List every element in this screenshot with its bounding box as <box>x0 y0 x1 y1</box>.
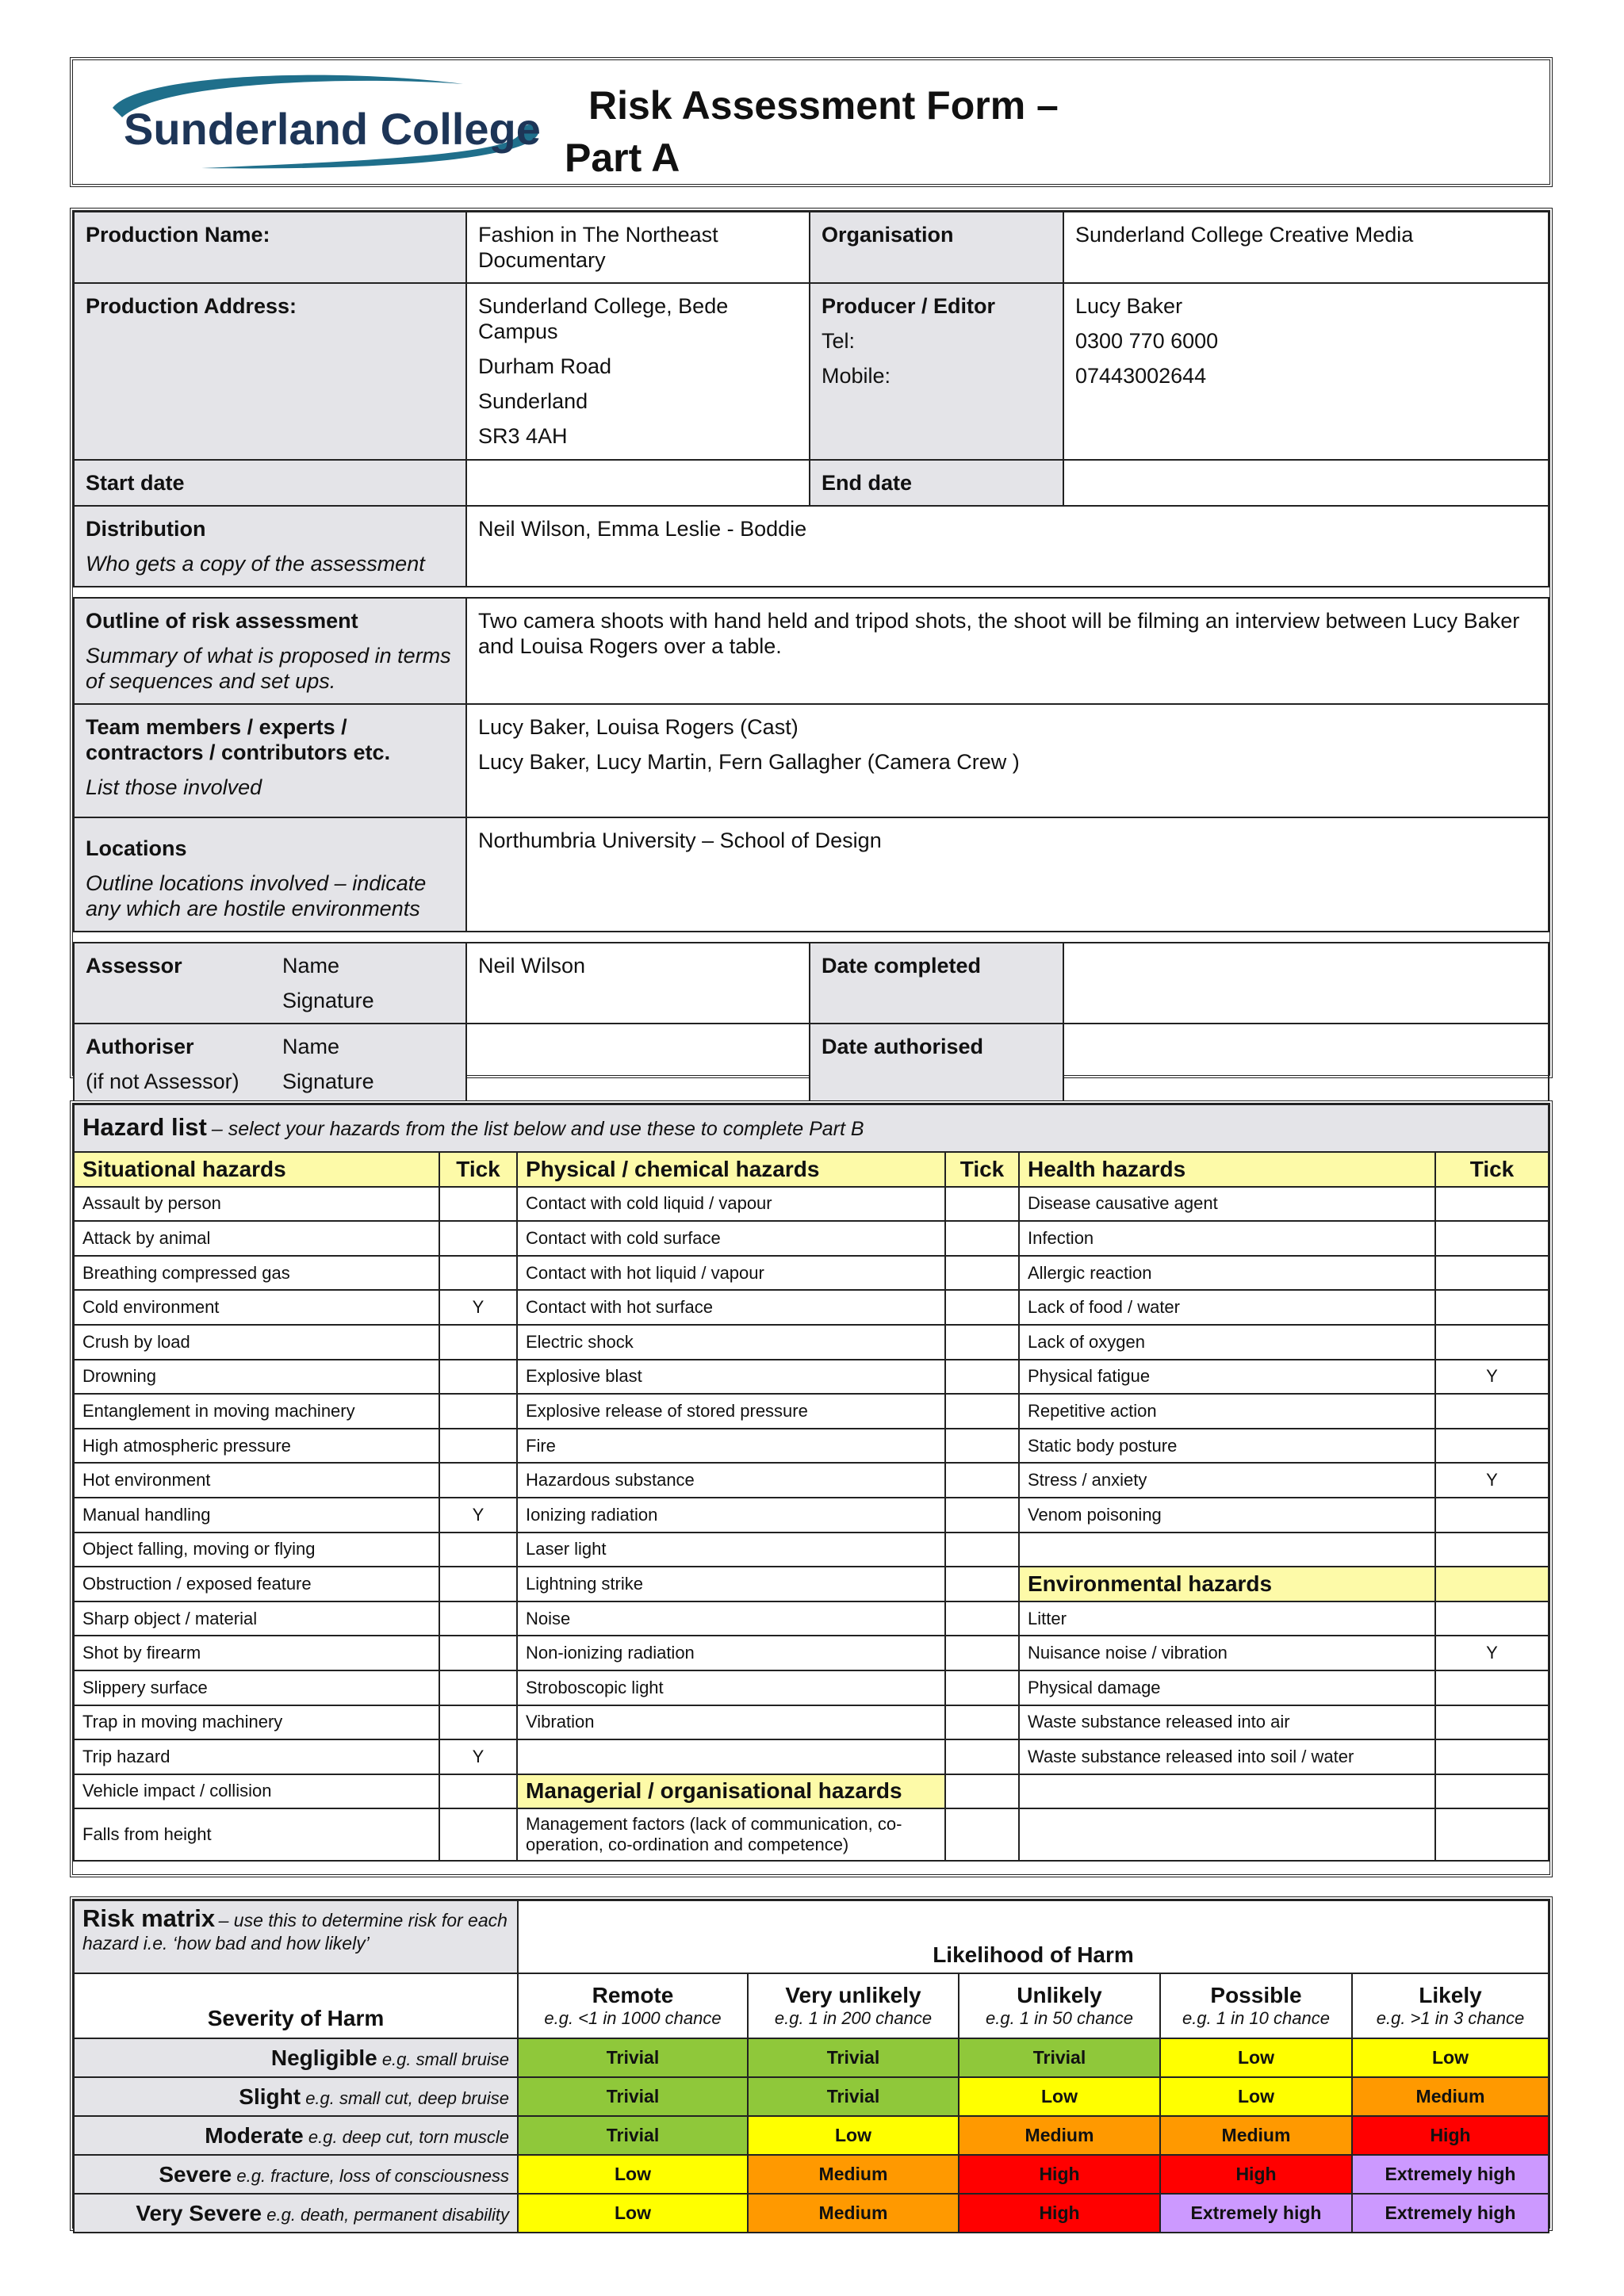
severity-row-label <box>74 2116 518 2155</box>
risk-level-cell: Low <box>1160 2077 1352 2116</box>
distribution-label: Distribution <box>86 517 206 541</box>
page-title <box>565 79 1059 184</box>
health-tick-cell[interactable] <box>1435 1325 1549 1360</box>
likelihood-name: Possible <box>1210 1983 1302 2007</box>
physical-hazard-item: Contact with cold surface <box>517 1221 945 1256</box>
assessor-label-cell <box>74 943 466 1024</box>
severity-row-label <box>74 2038 518 2077</box>
health-tick-cell[interactable]: Y <box>1435 1463 1549 1498</box>
risk-matrix-title: Risk matrix <box>82 1904 216 1932</box>
health-hazard-item: Venom poisoning <box>1019 1498 1435 1533</box>
situational-hazards-header: Situational hazards <box>74 1152 439 1187</box>
physical-tick-cell[interactable] <box>945 1498 1019 1533</box>
hazard-row <box>74 1705 1549 1740</box>
hazard-row <box>74 1394 1549 1429</box>
tick-header: Tick <box>439 1152 517 1187</box>
likelihood-column-header <box>748 1973 959 2038</box>
health-tick-cell[interactable] <box>1435 1533 1549 1567</box>
likelihood-example: e.g. >1 in 3 chance <box>1376 2008 1525 2028</box>
situational-tick-cell[interactable] <box>439 1636 517 1670</box>
health-hazard-item: Repetitive action <box>1019 1394 1435 1429</box>
risk-level-cell: Medium <box>748 2155 959 2194</box>
address-value[interactable] <box>466 283 810 460</box>
risk-level-cell: Trivial <box>518 2077 748 2116</box>
risk-matrix-row <box>74 2194 1549 2233</box>
end-date-label: End date <box>810 460 1063 506</box>
likelihood-name: Unlikely <box>1017 1983 1102 2007</box>
physical-tick-cell[interactable] <box>945 1463 1019 1498</box>
physical-tick-cell[interactable] <box>945 1601 1019 1636</box>
health-hazard-item: Allergic reaction <box>1019 1256 1435 1291</box>
physical-hazard-item: Hazardous substance <box>517 1463 945 1498</box>
health-hazard-item: Disease causative agent <box>1019 1187 1435 1222</box>
likelihood-example: e.g. 1 in 200 chance <box>774 2008 933 2028</box>
outline-label-cell <box>74 598 466 704</box>
situational-tick-cell[interactable] <box>439 1463 517 1498</box>
physical-hazard-item: Laser light <box>517 1533 945 1567</box>
physical-tick-cell[interactable] <box>945 1705 1019 1740</box>
health-tick-cell[interactable] <box>1435 1601 1549 1636</box>
risk-level-cell: High <box>959 2194 1160 2233</box>
situational-tick-cell[interactable] <box>439 1601 517 1636</box>
situational-hazard-item: Slippery surface <box>74 1670 439 1705</box>
distribution-value[interactable]: Neil Wilson, Emma Leslie - Boddie <box>466 506 1549 587</box>
mobile-value: 07443002644 <box>1075 364 1207 388</box>
hazard-row <box>74 1221 1549 1256</box>
sunderland-college-logo <box>90 67 606 178</box>
team-line: Lucy Baker, Louisa Rogers (Cast) <box>478 715 799 739</box>
situational-tick-cell[interactable] <box>439 1221 517 1256</box>
health-tick-cell[interactable] <box>1435 1221 1549 1256</box>
physical-tick-cell[interactable] <box>945 1429 1019 1464</box>
risk-matrix <box>70 1896 1553 2231</box>
physical-hazard-item: Electric shock <box>517 1325 945 1360</box>
situational-hazard-item: Object falling, moving or flying <box>74 1533 439 1567</box>
team-line: Lucy Baker, Lucy Martin, Fern Gallagher (Camera Crew ) <box>478 750 1020 774</box>
date-completed-label: Date completed <box>810 943 1063 1024</box>
severity-example: e.g. deep cut, torn muscle <box>308 2126 509 2147</box>
risk-level-cell: Medium <box>1160 2116 1352 2155</box>
physical-hazard-item: Contact with hot liquid / vapour <box>517 1256 945 1291</box>
health-hazard-item: Lack of oxygen <box>1019 1325 1435 1360</box>
situational-tick-cell[interactable] <box>439 1429 517 1464</box>
hazard-row <box>74 1739 1549 1774</box>
hazard-row <box>74 1325 1549 1360</box>
risk-level-cell: Trivial <box>748 2038 959 2077</box>
organisation-label: Organisation <box>810 212 1063 283</box>
situational-hazard-item: Sharp object / material <box>74 1601 439 1636</box>
physical-tick-cell[interactable] <box>945 1808 1019 1861</box>
hazard-row <box>74 1567 1549 1601</box>
severity-row-label <box>74 2194 518 2233</box>
address-line: SR3 4AH <box>478 424 568 448</box>
organisation-value[interactable]: Sunderland College Creative Media <box>1063 212 1549 283</box>
hazard-row <box>74 1670 1549 1705</box>
physical-hazard-item: Explosive blast <box>517 1360 945 1395</box>
risk-level-cell: Low <box>518 2155 748 2194</box>
team-label-cell <box>74 704 466 817</box>
health-hazard-item: Nuisance noise / vibration <box>1019 1636 1435 1670</box>
severity-row-label <box>74 2077 518 2116</box>
locations-label-cell <box>74 817 466 932</box>
hazard-row <box>74 1429 1549 1464</box>
tel-label: Tel: <box>822 329 856 353</box>
situational-hazard-item: Manual handling <box>74 1498 439 1533</box>
form-header <box>70 57 1553 187</box>
health-tick-cell[interactable] <box>1435 1567 1549 1601</box>
severity-name: Severe <box>159 2161 232 2187</box>
hazard-row <box>74 1463 1549 1498</box>
risk-matrix-subtitle: – use this to determine risk for each hazard i.e. ‘how bad and how likely’ <box>82 1910 508 1954</box>
severity-name: Slight <box>239 2084 301 2109</box>
health-tick-cell[interactable] <box>1435 1739 1549 1774</box>
managerial-hazards-header: Managerial / organisational hazards <box>517 1774 945 1809</box>
health-hazards-header: Health hazards <box>1019 1152 1435 1187</box>
likelihood-example: e.g. <1 in 1000 chance <box>544 2008 722 2028</box>
health-tick-cell[interactable] <box>1435 1290 1549 1325</box>
address-line: Durham Road <box>478 354 612 378</box>
risk-level-cell: Medium <box>1352 2077 1549 2116</box>
situational-hazard-item: High atmospheric pressure <box>74 1429 439 1464</box>
hazard-list-title: Hazard list <box>82 1112 207 1141</box>
likelihood-name: Remote <box>592 1983 674 2007</box>
severity-name: Very Severe <box>136 2200 262 2225</box>
risk-level-cell: High <box>1160 2155 1352 2194</box>
physical-tick-cell[interactable] <box>945 1394 1019 1429</box>
risk-level-cell: Extremely high <box>1160 2194 1352 2233</box>
physical-tick-cell[interactable] <box>945 1567 1019 1601</box>
end-date-value[interactable] <box>1063 460 1549 506</box>
situational-hazard-item: Crush by load <box>74 1325 439 1360</box>
locations-label: Locations <box>86 836 187 860</box>
authoriser-label: Authoriser <box>86 1035 194 1058</box>
health-hazard-item: Lack of food / water <box>1019 1290 1435 1325</box>
risk-matrix-row <box>74 2038 1549 2077</box>
distribution-label-cell <box>74 506 466 587</box>
signature-label: Signature <box>282 1070 374 1093</box>
environmental-hazards-header: Environmental hazards <box>1019 1567 1435 1601</box>
risk-level-cell: Medium <box>748 2194 959 2233</box>
logo-text: Sunderland College <box>124 104 541 154</box>
health-hazard-item: Infection <box>1019 1221 1435 1256</box>
start-date-label: Start date <box>74 460 466 506</box>
health-tick-cell[interactable]: Y <box>1435 1636 1549 1670</box>
risk-level-cell: Low <box>1160 2038 1352 2077</box>
health-hazard-item: Physical damage <box>1019 1670 1435 1705</box>
situational-tick-cell[interactable] <box>439 1394 517 1429</box>
situational-tick-cell[interactable] <box>439 1325 517 1360</box>
physical-hazard-item: Ionizing radiation <box>517 1498 945 1533</box>
physical-tick-cell[interactable] <box>945 1739 1019 1774</box>
likelihood-example: e.g. 1 in 50 chance <box>986 2008 1133 2028</box>
outline-hint: Summary of what is proposed in terms of sequences and set ups. <box>86 644 451 693</box>
likelihood-column-header <box>518 1973 748 2038</box>
health-tick-cell[interactable]: Y <box>1435 1360 1549 1395</box>
hazard-row <box>74 1498 1549 1533</box>
situational-hazard-item: Cold environment <box>74 1290 439 1325</box>
severity-name: Negligible <box>270 2045 377 2070</box>
address-label: Production Address: <box>74 283 466 460</box>
authoriser-note: (if not Assessor) <box>86 1070 239 1093</box>
producer-name: Lucy Baker <box>1075 294 1183 318</box>
physical-tick-cell[interactable] <box>945 1187 1019 1222</box>
production-name-value[interactable]: Fashion in The Northeast Documentary <box>466 212 810 283</box>
situational-hazard-item: Drowning <box>74 1360 439 1395</box>
risk-level-cell: Trivial <box>518 2116 748 2155</box>
physical-tick-cell[interactable] <box>945 1774 1019 1809</box>
physical-hazard-item: Noise <box>517 1601 945 1636</box>
likelihood-column-header <box>959 1973 1160 2038</box>
outline-label: Outline of risk assessment <box>86 609 358 633</box>
situational-hazard-item: Shot by firearm <box>74 1636 439 1670</box>
situational-hazard-item: Trip hazard <box>74 1739 439 1774</box>
health-tick-cell[interactable] <box>1435 1498 1549 1533</box>
physical-hazard-item: Stroboscopic light <box>517 1670 945 1705</box>
risk-level-cell: Extremely high <box>1352 2194 1549 2233</box>
risk-level-cell: Trivial <box>959 2038 1160 2077</box>
tick-header: Tick <box>945 1152 1019 1187</box>
situational-tick-cell[interactable] <box>439 1705 517 1740</box>
locations-hint: Outline locations involved – indicate any which are hostile environments <box>86 871 427 920</box>
severity-name: Moderate <box>205 2122 304 2148</box>
hazard-row <box>74 1290 1549 1325</box>
assessor-label: Assessor <box>86 954 182 978</box>
severity-header: Severity of Harm <box>74 1973 518 2038</box>
physical-tick-cell[interactable] <box>945 1325 1019 1360</box>
health-hazard-item <box>1019 1533 1435 1567</box>
physical-hazard-item: Contact with cold liquid / vapour <box>517 1187 945 1222</box>
hazard-row <box>74 1360 1549 1395</box>
hazard-row <box>74 1808 1549 1861</box>
physical-hazards-header: Physical / chemical hazards <box>517 1152 945 1187</box>
health-hazard-item: Litter <box>1019 1601 1435 1636</box>
situational-hazard-item: Trap in moving machinery <box>74 1705 439 1740</box>
physical-hazard-item: Fire <box>517 1429 945 1464</box>
situational-hazard-item: Vehicle impact / collision <box>74 1774 439 1809</box>
situational-tick-cell[interactable] <box>439 1567 517 1601</box>
signature-label: Signature <box>282 989 374 1012</box>
situational-tick-cell[interactable] <box>439 1187 517 1222</box>
health-hazard-item <box>1019 1808 1435 1861</box>
health-tick-cell[interactable] <box>1435 1808 1549 1861</box>
severity-example: e.g. death, permanent disability <box>266 2204 509 2225</box>
physical-tick-cell[interactable] <box>945 1636 1019 1670</box>
health-tick-cell[interactable] <box>1435 1670 1549 1705</box>
health-hazard-item <box>1019 1774 1435 1809</box>
risk-level-cell: Trivial <box>518 2038 748 2077</box>
health-hazard-item: Physical fatigue <box>1019 1360 1435 1395</box>
health-tick-cell[interactable] <box>1435 1705 1549 1740</box>
physical-tick-cell[interactable] <box>945 1256 1019 1291</box>
risk-level-cell: High <box>1352 2116 1549 2155</box>
physical-tick-cell[interactable] <box>945 1533 1019 1567</box>
physical-hazard-item: Lightning strike <box>517 1567 945 1601</box>
situational-tick-cell[interactable] <box>439 1774 517 1809</box>
health-tick-cell[interactable] <box>1435 1256 1549 1291</box>
risk-level-cell: High <box>959 2155 1160 2194</box>
production-details <box>70 208 1553 1093</box>
risk-level-cell: Trivial <box>748 2077 959 2116</box>
likelihood-name: Very unlikely <box>785 1983 921 2007</box>
situational-tick-cell[interactable] <box>439 1360 517 1395</box>
locations-value[interactable]: Northumbria University – School of Design <box>466 817 1549 932</box>
situational-hazard-item: Hot environment <box>74 1463 439 1498</box>
physical-tick-cell[interactable] <box>945 1360 1019 1395</box>
risk-level-cell: Low <box>518 2194 748 2233</box>
hazard-row <box>74 1774 1549 1809</box>
hazard-list <box>70 1100 1553 1877</box>
physical-hazard-item <box>517 1739 945 1774</box>
producer-labels <box>810 283 1063 460</box>
severity-example: e.g. small cut, deep bruise <box>305 2087 509 2108</box>
situational-tick-cell[interactable] <box>439 1256 517 1291</box>
hazard-row <box>74 1187 1549 1222</box>
situational-hazard-item: Entanglement in moving machinery <box>74 1394 439 1429</box>
team-label: Team members / experts / contractors / contributors etc. <box>86 715 391 764</box>
risk-matrix-row <box>74 2077 1549 2116</box>
hazard-row <box>74 1256 1549 1291</box>
health-tick-cell[interactable] <box>1435 1187 1549 1222</box>
situational-hazard-item: Falls from height <box>74 1808 439 1861</box>
situational-tick-cell[interactable]: Y <box>439 1498 517 1533</box>
physical-hazard-item: Contact with hot surface <box>517 1290 945 1325</box>
physical-tick-cell[interactable] <box>945 1670 1019 1705</box>
hazard-row <box>74 1533 1549 1567</box>
name-label: Name <box>282 954 340 978</box>
likelihood-column-header <box>1160 1973 1352 2038</box>
situational-hazard-item: Obstruction / exposed feature <box>74 1567 439 1601</box>
severity-example: e.g. small bruise <box>381 2049 509 2069</box>
authoriser-label-cell <box>74 1024 466 1104</box>
hazard-list-title-row <box>74 1104 1549 1152</box>
team-hint: List those involved <box>86 775 262 799</box>
hazard-list-subtitle: – select your hazards from the list below and use these to complete Part B <box>211 1117 864 1140</box>
outline-value[interactable]: Two camera shoots with hand held and tripod shots, the shoot will be filming an interview between Lucy Baker and Louisa Rogers over a table. <box>466 598 1549 704</box>
health-tick-cell[interactable] <box>1435 1394 1549 1429</box>
risk-level-cell: Medium <box>959 2116 1160 2155</box>
health-hazard-item: Waste substance released into air <box>1019 1705 1435 1740</box>
situational-tick-cell[interactable]: Y <box>439 1290 517 1325</box>
producer-label: Producer / Editor <box>822 294 996 318</box>
health-hazard-item: Stress / anxiety <box>1019 1463 1435 1498</box>
situational-tick-cell[interactable] <box>439 1533 517 1567</box>
date-authorised-label: Date authorised <box>810 1024 1063 1104</box>
likelihood-example: e.g. 1 in 10 chance <box>1182 2008 1330 2028</box>
producer-values[interactable] <box>1063 283 1549 460</box>
likelihood-column-header <box>1352 1973 1549 2038</box>
risk-matrix-row <box>74 2155 1549 2194</box>
health-hazard-item: Static body posture <box>1019 1429 1435 1464</box>
team-value[interactable] <box>466 704 1549 817</box>
situational-hazard-item: Assault by person <box>74 1187 439 1222</box>
risk-level-cell: Low <box>959 2077 1160 2116</box>
mobile-label: Mobile: <box>822 364 891 388</box>
hazard-row <box>74 1636 1549 1670</box>
title-line-2: Part A <box>565 136 680 180</box>
production-name-label: Production Name: <box>74 212 466 283</box>
risk-matrix-row <box>74 2116 1549 2155</box>
risk-level-cell: Low <box>748 2116 959 2155</box>
situational-hazard-item: Breathing compressed gas <box>74 1256 439 1291</box>
likelihood-name: Likely <box>1419 1983 1482 2007</box>
title-line-1: Risk Assessment Form – <box>588 83 1059 128</box>
physical-hazard-item: Explosive release of stored pressure <box>517 1394 945 1429</box>
physical-hazard-item: Vibration <box>517 1705 945 1740</box>
health-hazard-item: Waste substance released into soil / water <box>1019 1739 1435 1774</box>
physical-hazard-item: Management factors (lack of communication, co-operation, co-ordination and competence) <box>517 1808 945 1861</box>
authoriser-name-value[interactable] <box>466 1024 810 1104</box>
assessor-name-value[interactable]: Neil Wilson <box>466 943 810 1024</box>
distribution-hint: Who gets a copy of the assessment <box>86 552 425 576</box>
health-tick-cell[interactable] <box>1435 1429 1549 1464</box>
physical-tick-cell[interactable] <box>945 1290 1019 1325</box>
situational-hazard-item: Attack by animal <box>74 1221 439 1256</box>
start-date-value[interactable] <box>466 460 810 506</box>
situational-tick-cell[interactable]: Y <box>439 1739 517 1774</box>
risk-level-cell: Low <box>1352 2038 1549 2077</box>
situational-tick-cell[interactable] <box>439 1808 517 1861</box>
date-authorised-value[interactable] <box>1063 1024 1549 1104</box>
hazard-row <box>74 1601 1549 1636</box>
severity-row-label <box>74 2155 518 2194</box>
address-line: Sunderland College, Bede Campus <box>478 294 729 343</box>
date-completed-value[interactable] <box>1063 943 1549 1024</box>
severity-example: e.g. fracture, loss of consciousness <box>236 2165 509 2186</box>
address-line: Sunderland <box>478 389 588 413</box>
physical-tick-cell[interactable] <box>945 1221 1019 1256</box>
tick-header: Tick <box>1435 1152 1549 1187</box>
tel-value: 0300 770 6000 <box>1075 329 1219 353</box>
health-tick-cell[interactable] <box>1435 1774 1549 1809</box>
likelihood-header: Likelihood of Harm <box>518 1900 1549 1973</box>
risk-level-cell: Extremely high <box>1352 2155 1549 2194</box>
physical-hazard-item: Non-ionizing radiation <box>517 1636 945 1670</box>
situational-tick-cell[interactable] <box>439 1670 517 1705</box>
risk-matrix-title-cell <box>74 1900 518 1973</box>
name-label: Name <box>282 1035 340 1058</box>
